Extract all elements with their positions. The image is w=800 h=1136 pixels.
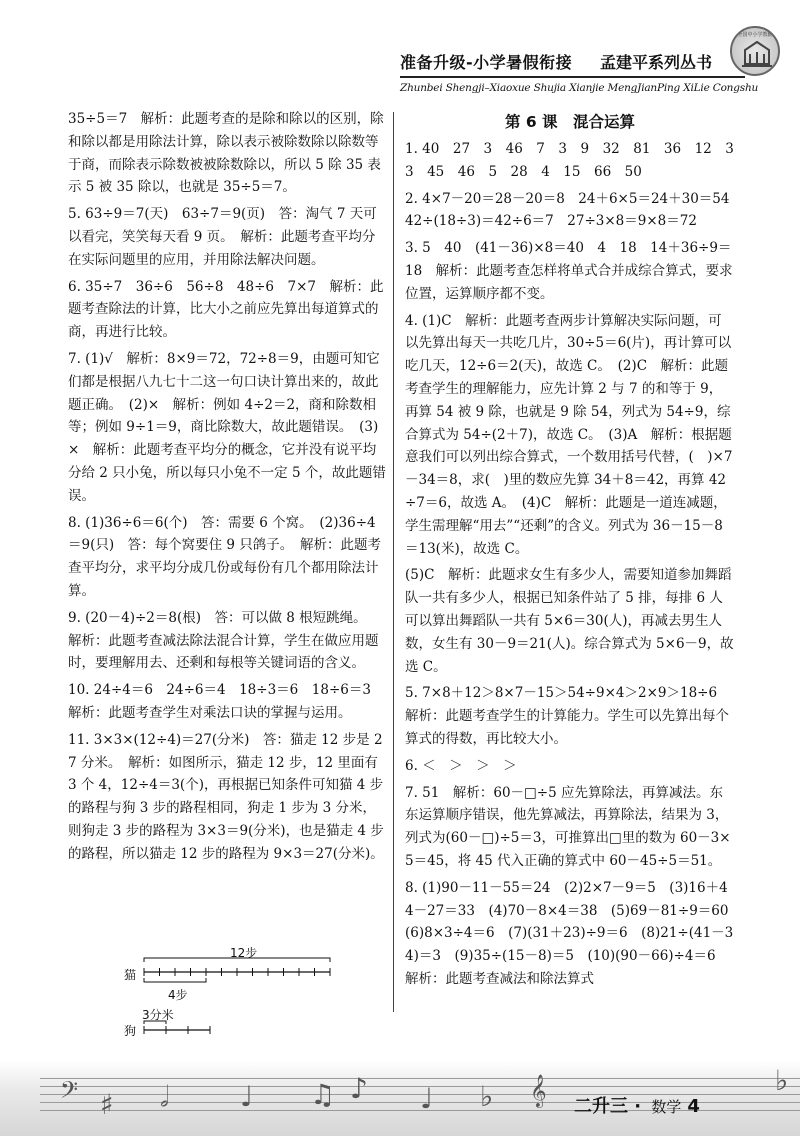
sharp-icon: ♯	[100, 1088, 114, 1121]
answer-item: 3. 5 40 (41－36)×8＝40 4 18 14＋36÷9＝18 解析：此题考查怎样将单式合并成综合算式，要求位置，运算顺序都不变。	[405, 240, 733, 302]
answer-item: 8. (1)36÷6＝6(个) 答：需要 6 个窝。 (2)36÷4＝9(只) 答：每个窝要住 9 只鸽子。 解析：此题考查平均分，求平均分成几份或每份有几个都用除法计算。	[68, 514, 382, 599]
answer-item: 9. (20－4)÷2＝8(根) 答：可以做 8 根短跳绳。 解析：此题考查减法除法混合计算，学生在做应用题时，要理解用去、还剩和每根等关键词语的含义。	[68, 609, 379, 672]
beamed-notes-icon: ♫	[310, 1078, 336, 1111]
answer-item: 10. 24÷4＝6 24÷6＝4 18÷3＝6 18÷6＝3 解析：此题考查学生对乘法口诀的掌握与运用。	[68, 682, 385, 721]
header-rule	[400, 76, 745, 78]
header-pinyin: Zhunbei Shengji–Xiaoxue Shujia Xianjie MengJianPing XiLie Congshu	[400, 82, 759, 94]
diagram-dog-top-label: 3分米	[142, 1008, 174, 1022]
page-header	[400, 32, 780, 110]
logo-text: 全国中小学教辅	[737, 32, 773, 38]
page-footer	[0, 1060, 800, 1136]
answer-item: 5. 63÷9＝7(天) 63÷7＝9(页) 答：淘气 7 天可以看完，笑笑每天看 9 页。 解析：此题考查平均分在实际问题里的应用，并用除法解决问题。	[68, 206, 377, 268]
diagram-mid-label: 4步	[168, 988, 188, 1002]
answer-item: 11. 3×3×(12÷4)＝27(分米) 答：猫走 12 步是 27 分米。 解析：如图所示，猫走 12 步，12 里面有 3 个 4，12÷4＝3(个)，再根据已知条件可知猫 4 步的路程与狗 3 步的路程相同，狗走 1 步为 3 分米，则狗走 3 步的路程为 3×3＝9(分米)，也是猫走 4 步的路程，所以猫走 12 步的路程为 9×3＝27(分米)。	[68, 731, 384, 862]
answer-item: 8. (1)90－11－55＝24 (2)2×7－9＝5 (3)16＋44－27＝33 (4)70－8×4＝38 (5)69－81÷9＝60 (6)8×3÷4＝6 (7)(31＋23)÷9＝6 (8)21÷(41－34)＝3 (9)35÷(15－8)＝5 (10)(90－66)÷4＝6 解析：此题考查减法和除法算式	[405, 879, 742, 987]
treble-clef-icon: 𝄞	[530, 1074, 547, 1107]
publisher-logo	[730, 26, 780, 76]
left-column	[68, 108, 386, 870]
lesson-title: 第 6 课 混合运算	[504, 113, 636, 131]
answer-item: 2. 4×7－20＝28－20＝8 24＋6×5＝24＋30＝54 42÷(18÷3)＝42÷6＝7 27÷3×8＝9×8＝72	[405, 190, 743, 230]
answer-item: 7. 51 解析：60－□÷5 应先算除法，再算减法。东东运算顺序错误，他先算减法，再算除法，结果为 3，列式为(60－□)÷5＝3，可推算出□里的数为 60－3×5＝45，将 45 代入正确的算式中 60－45÷5＝51。	[405, 784, 731, 869]
diagram-top-label: 12步	[230, 946, 258, 960]
diagram-cat-label: 猫	[124, 968, 137, 982]
flat-icon: ♭	[480, 1080, 494, 1113]
footer-label: 二升三 · 数学 4	[574, 1096, 700, 1117]
answer-item: 5. 7×8＋12＞8×7－15＞54÷9×4＞2×9＞18÷6 解析：此题考查学生的计算能力。学生可以先算出每个算式的得数，再比较大小。	[405, 685, 731, 747]
page-number: 4	[687, 1096, 700, 1117]
answer-item: 35÷5＝7 解析：此题考查的是除和除以的区别，除和除以都是用除法计算，除以表示被除数除以除数等于商，而除表示除数被被除数除以，所以 5 除 35 表示 5 被 35 除以，也就是 35÷5＝7。	[68, 111, 384, 196]
book-title: 准备升级-小学暑假衔接	[400, 53, 573, 72]
staff-line	[40, 1078, 800, 1079]
answer-item: (5)C 解析：此题求女生有多少人，需要知道参加舞蹈队一共有多少人，根据已知条件站了 5 排，每排 6 人可以算出舞蹈队一共有 5×6＝30(人)，再减去男生人数，女生有 30－9＝21(人)。综合算式为 5×6－9，故选 C。	[405, 567, 734, 675]
right-column	[405, 110, 743, 995]
diagram-lines	[118, 944, 338, 1044]
steps-diagram	[118, 944, 338, 1044]
answer-item: 4. (1)C 解析：此题考查两步计算解决实际问题，可以先算出每天一共吃几片，30÷5＝6(片)，再计算可以吃几天，12÷6＝2(天)，故选 C。 (2)C 解析：此题考查学生的理解能力，应先计算 2 与 7 的和等于 9，再算 54 被 9 除，也就是 9 除 54，列式为 54÷9，综合算式为 54÷(2＋7)，故选 C。 (3)A 解析：根据题意我们可以列出综合算式，一个数用括号代替，( )×7－34＝8，求( )里的数应先算 34＋8＝42，再算 42÷7＝6，故选 A。 (4)C 解析：此题是一道连减题，学生需理解“用去”“还剩”的含义。列式为 36－15－8＝13(米)，故选 C。	[405, 312, 733, 557]
answer-item: 6. ＜ ＞ ＞ ＞	[405, 757, 517, 774]
column-divider	[393, 112, 394, 1012]
grade-label: 二升三	[574, 1096, 628, 1117]
answer-item: 6. 35÷7 36÷6 56÷8 48÷6 7×7 解析：此题考查除法的计算，比大小之前应先算出每道算式的商，再进行比较。	[68, 278, 384, 341]
quarter-note-icon: ♩	[420, 1082, 434, 1115]
subject-label: 数学	[651, 1098, 682, 1116]
half-note-icon: 𝅗𝅥	[160, 1080, 169, 1113]
diagram-dog-label: 狗	[124, 1024, 137, 1038]
answer-item: 7. (1)√ 解析：8×9＝72，72÷8＝9，由题可知它们都是根据八九七十二这一句口诀计算出来的，故此题正确。 (2)× 解析：例如 4÷2＝2，商和除数相等；例如 9÷1＝9，商比除数大，故此题错误。 (3)× 解析：此题考查平均分的概念，它并没有说平均分给 2 只小兔，所以每只小兔不一定 5 个，故此题错误。	[68, 350, 386, 504]
eighth-note-icon: ♪	[350, 1072, 368, 1105]
series-name: 孟建平系列丛书	[600, 53, 713, 72]
answer-item: 1. 40 27 3 46 7 3 9 32 81 36 12 33 45 46 5 28 4 15 66 50	[405, 141, 734, 180]
flat-icon: ♭	[775, 1064, 789, 1097]
quarter-note-icon: ♩	[240, 1080, 254, 1113]
bass-clef-icon: 𝄢	[60, 1076, 79, 1109]
